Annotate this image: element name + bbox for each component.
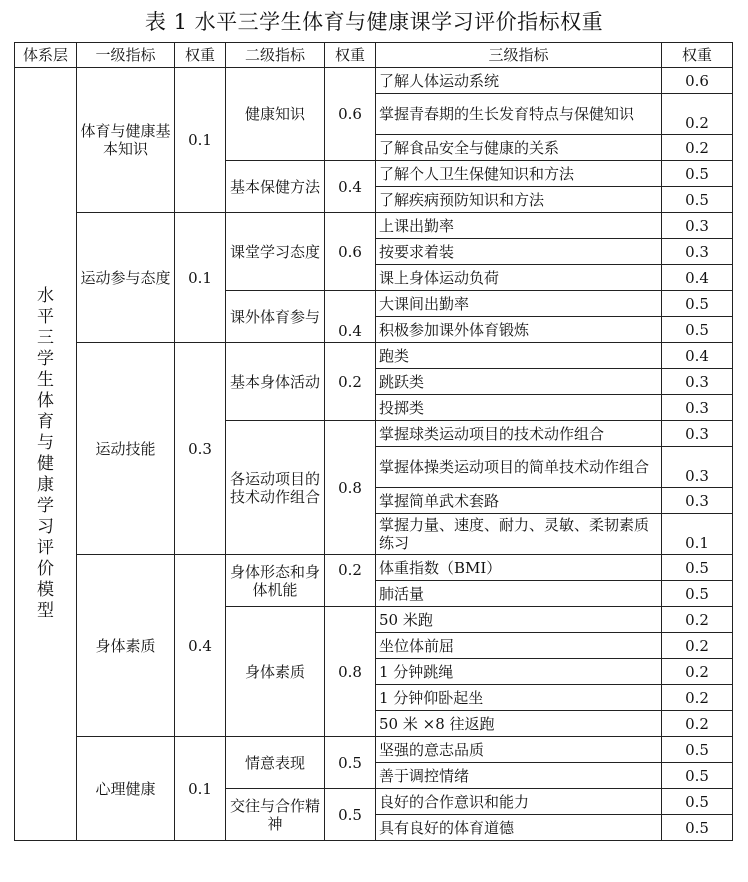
level3-name-cell: 大课间出勤率 [376,291,662,317]
level3-name-cell: 投掷类 [376,395,662,421]
table-row [15,343,733,369]
level3-name-cell: 课上身体运动负荷 [376,265,662,291]
evaluation-weight-table [14,42,733,841]
table-row [15,737,733,763]
level2-weight-cell: 0.4 [325,161,376,213]
header-cell: 权重 [662,43,733,68]
level2-weight-cell: 0.2 [325,343,376,421]
level3-name-cell: 了解食品安全与健康的关系 [376,135,662,161]
table-row [15,213,733,239]
level3-weight-cell: 0.3 [662,395,733,421]
level2-name-cell: 基本身体活动 [226,343,325,421]
level1-weight-cell: 0.1 [175,68,226,213]
level2-weight-cell: 0.4 [325,291,376,343]
level2-weight-cell: 0.5 [325,789,376,841]
level2-name-cell: 健康知识 [226,68,325,161]
level2-weight-cell: 0.8 [325,607,376,737]
level2-weight-cell: 0.6 [325,68,376,161]
level3-name-cell: 体重指数（BMI） [376,555,662,581]
level3-name-cell: 具有良好的体育道德 [376,815,662,841]
level3-name-cell: 跑类 [376,343,662,369]
level3-name-cell: 坐位体前屈 [376,633,662,659]
level3-weight-cell: 0.4 [662,343,733,369]
header-cell: 权重 [175,43,226,68]
table-title: 表 1 水平三学生体育与健康课学习评价指标权重 [144,10,604,34]
level3-weight-cell: 0.6 [662,68,733,94]
header-row [15,43,733,68]
level3-name-cell: 坚强的意志品质 [376,737,662,763]
level3-name-cell: 了解疾病预防知识和方法 [376,187,662,213]
level1-name-cell: 身体素质 [77,555,175,737]
header-cell: 二级指标 [226,43,325,68]
header-cell: 一级指标 [77,43,175,68]
level3-weight-cell: 0.3 [662,421,733,447]
level1-weight-cell: 0.1 [175,213,226,343]
level3-name-cell: 50 米跑 [376,607,662,633]
level1-name-cell: 心理健康 [77,737,175,841]
level3-weight-cell: 0.3 [662,488,733,514]
level2-name-cell: 情意表现 [226,737,325,789]
level3-weight-cell: 0.3 [662,213,733,239]
level3-name-cell: 1 分钟仰卧起坐 [376,685,662,711]
level3-weight-cell: 0.5 [662,763,733,789]
level3-weight-cell: 0.2 [662,633,733,659]
level2-name-cell: 课外体育参与 [226,291,325,343]
level1-weight-cell: 0.4 [175,555,226,737]
header-cell: 权重 [325,43,376,68]
level2-name-cell: 身体形态和身体机能 [226,555,325,607]
table-row [15,68,733,94]
level3-weight-cell: 0.5 [662,815,733,841]
level1-weight-cell: 0.3 [175,343,226,555]
level3-name-cell: 掌握青春期的生长发育特点与保健知识 [376,94,662,135]
table-row [15,555,733,581]
level3-name-cell: 1 分钟跳绳 [376,659,662,685]
header-cell: 体系层 [15,43,77,68]
level3-weight-cell: 0.2 [662,94,733,135]
level3-name-cell: 掌握力量、速度、耐力、灵敏、柔韧素质练习 [376,514,662,555]
level1-name-cell: 体育与健康基本知识 [77,68,175,213]
level3-name-cell: 肺活量 [376,581,662,607]
level3-weight-cell: 0.3 [662,239,733,265]
level2-name-cell: 基本保健方法 [226,161,325,213]
level2-weight-cell: 0.5 [325,737,376,789]
level3-weight-cell: 0.1 [662,514,733,555]
level3-name-cell: 善于调控情绪 [376,763,662,789]
level1-name-cell: 运动技能 [77,343,175,555]
level3-name-cell: 良好的合作意识和能力 [376,789,662,815]
level3-weight-cell: 0.5 [662,555,733,581]
level3-weight-cell: 0.5 [662,291,733,317]
level3-name-cell: 跳跃类 [376,369,662,395]
level3-name-cell: 了解人体运动系统 [376,68,662,94]
level1-weight-cell: 0.1 [175,737,226,841]
level3-name-cell: 掌握体操类运动项目的简单技术动作组合 [376,447,662,488]
level3-weight-cell: 0.5 [662,789,733,815]
level3-name-cell: 50 米 ×8 往返跑 [376,711,662,737]
level3-name-cell: 上课出勤率 [376,213,662,239]
level3-weight-cell: 0.5 [662,737,733,763]
level3-name-cell: 积极参加课外体育锻炼 [376,317,662,343]
level3-name-cell: 了解个人卫生保健知识和方法 [376,161,662,187]
header-cell: 三级指标 [376,43,662,68]
level3-weight-cell: 0.4 [662,265,733,291]
level3-name-cell: 掌握球类运动项目的技术动作组合 [376,421,662,447]
level2-name-cell: 身体素质 [226,607,325,737]
level3-weight-cell: 0.2 [662,659,733,685]
level2-name-cell: 各运动项目的技术动作组合 [226,421,325,555]
level1-name-cell: 运动参与态度 [77,213,175,343]
level3-weight-cell: 0.5 [662,161,733,187]
level3-weight-cell: 0.3 [662,369,733,395]
level2-weight-cell: 0.6 [325,213,376,291]
level2-name-cell: 交往与合作精神 [226,789,325,841]
level2-name-cell: 课堂学习态度 [226,213,325,291]
level3-weight-cell: 0.3 [662,447,733,488]
level3-name-cell: 掌握简单武术套路 [376,488,662,514]
level2-weight-cell: 0.2 [325,555,376,607]
level3-weight-cell: 0.5 [662,317,733,343]
level3-weight-cell: 0.2 [662,711,733,737]
level3-name-cell: 按要求着装 [376,239,662,265]
level3-weight-cell: 0.2 [662,685,733,711]
system-layer-cell [15,68,77,841]
system-layer-label: 水平三学生体育与健康学习评价模型 [37,286,54,621]
level3-weight-cell: 0.5 [662,187,733,213]
level3-weight-cell: 0.2 [662,607,733,633]
level2-weight-cell: 0.8 [325,421,376,555]
level3-weight-cell: 0.2 [662,135,733,161]
level3-weight-cell: 0.5 [662,581,733,607]
